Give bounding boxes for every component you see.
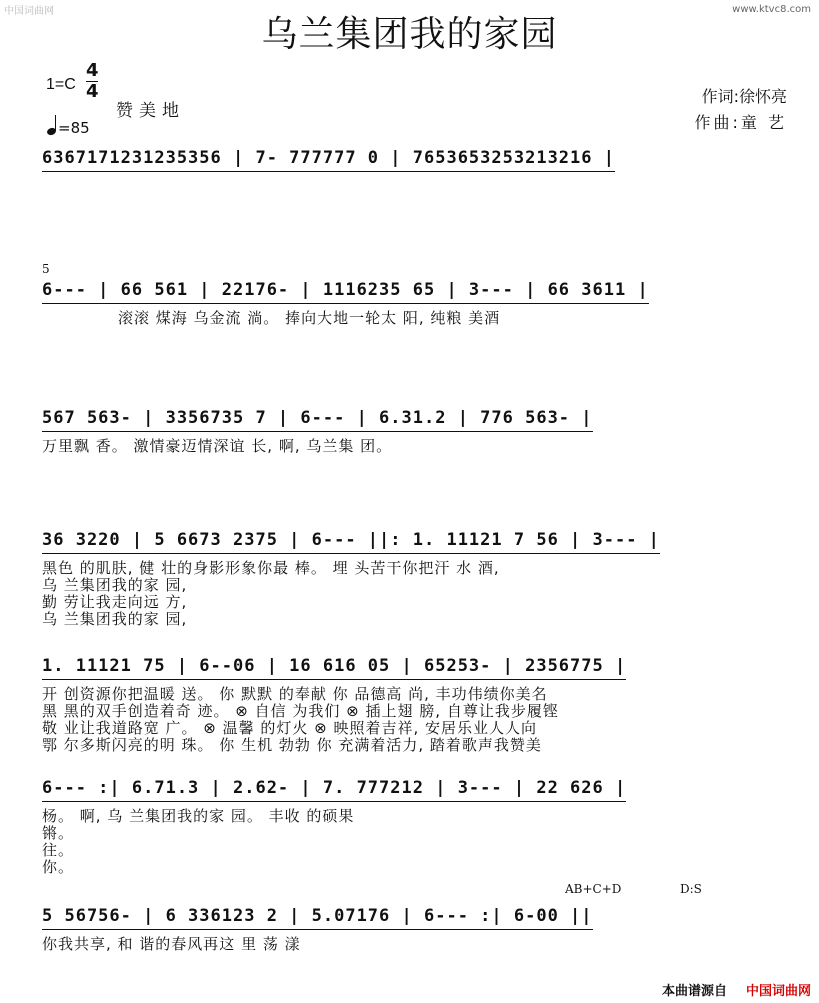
score-line-6-notes: 6--- :| 6.71.3 | 2.62- | 7. 777212 | 3--- | 22 626 | <box>42 778 626 802</box>
lyrics-line-4-verse-1: 黑色 的肌肤, 健 壮的身影形象你最 棒。 埋 头苦干你把汗 水 酒, <box>42 559 500 577</box>
meter-top: 4 <box>86 60 99 81</box>
footer-site-name[interactable]: 中国词曲网 <box>745 984 811 999</box>
lyrics-line-3: 万里飘 香。 激情豪迈情深谊 长, 啊, 乌兰集 团。 <box>42 437 393 455</box>
score-line-3-notes: 567 563- | 3356735 7 | 6--- | 6.31.2 | 776 563- | <box>42 408 593 432</box>
lyrics-line-2: 滚滚 煤海 乌金流 淌。 捧向大地一轮太 阳, 纯粮 美酒 <box>118 309 501 327</box>
ds-mark: D:S <box>680 882 702 896</box>
footer-source-label: 本曲谱源自 <box>661 984 727 999</box>
lyrics-line-5-verse-4: 鄂 尔多斯闪亮的明 珠。 你 生机 勃勃 你 充满着活力, 踏着歌声我赞美 <box>42 736 542 754</box>
watermark-left: 中国词曲网 <box>4 6 54 17</box>
lyrics-line-7: 你我共享, 和 谐的春风再这 里 荡 漾 <box>42 935 301 953</box>
score-line-4-notes: 36 3220 | 5 6673 2375 | 6--- ||: 1. 11121 7 56 | 3--- | <box>42 530 660 554</box>
lyrics-line-6-verse-3: 往。 <box>42 841 75 859</box>
lyrics-line-5-verse-2: 黑 黑的双手创造着奇 迹。 ⊗ 自信 为我们 ⊗ 插上翅 膀, 自尊让我步履铿 <box>42 702 559 720</box>
lyrics-line-6-verse-4: 你。 <box>42 858 75 876</box>
watermark-right: www.ktvc8.com <box>732 4 811 15</box>
composer-credit: 作曲:童 艺 <box>694 113 787 132</box>
lyrics-line-6-verse-1: 杨。 啊, 乌 兰集团我的家 园。 丰收 的硕果 <box>42 807 355 825</box>
lyrics-line-4-verse-4: 乌 兰集团我的家 园, <box>42 610 188 628</box>
score-line-2-notes: 6--- | 66 561 | 22176- | 1116235 65 | 3--- | 66 3611 | <box>42 280 649 304</box>
tempo-value: =85 <box>58 119 90 137</box>
note-stem <box>55 115 56 131</box>
score-line-1-notes: 6367171231235356 | 7- 777777 0 | 7653653253213216 | <box>42 148 615 172</box>
meter-bottom: 4 <box>86 81 99 102</box>
key-signature: 1=C <box>46 76 76 93</box>
grace-mark: 5 <box>42 262 50 276</box>
expression-mark: 赞美地 <box>116 101 185 121</box>
lyrics-line-6-verse-2: 锵。 <box>42 824 75 842</box>
lyrics-line-5-verse-1: 开 创资源你把温暖 送。 你 默默 的奉献 你 品德高 尚, 丰功伟绩你美名 <box>42 685 548 703</box>
page-title: 乌兰集团我的家园 <box>261 14 558 55</box>
lyrics-line-4-verse-3: 勤 劳让我走向远 方, <box>42 593 188 611</box>
tempo-mark <box>47 117 90 137</box>
time-signature <box>86 62 99 101</box>
lyricist-credit: 作词:徐怀亮 <box>701 87 787 106</box>
score-line-7-notes: 5 56756- | 6 336123 2 | 5.07176 | 6--- :| 6-00 || <box>42 906 593 930</box>
lyrics-line-4-verse-2: 乌 兰集团我的家 园, <box>42 576 188 594</box>
repeat-mark: AB+C+D <box>565 882 622 896</box>
lyrics-line-5-verse-3: 敬 业让我道路宽 广。 ⊗ 温馨 的灯火 ⊗ 映照着吉祥, 安居乐业人人向 <box>42 719 538 737</box>
score-line-5-notes: 1. 11121 75 | 6--06 | 16 616 05 | 65253- | 2356775 | <box>42 656 626 680</box>
